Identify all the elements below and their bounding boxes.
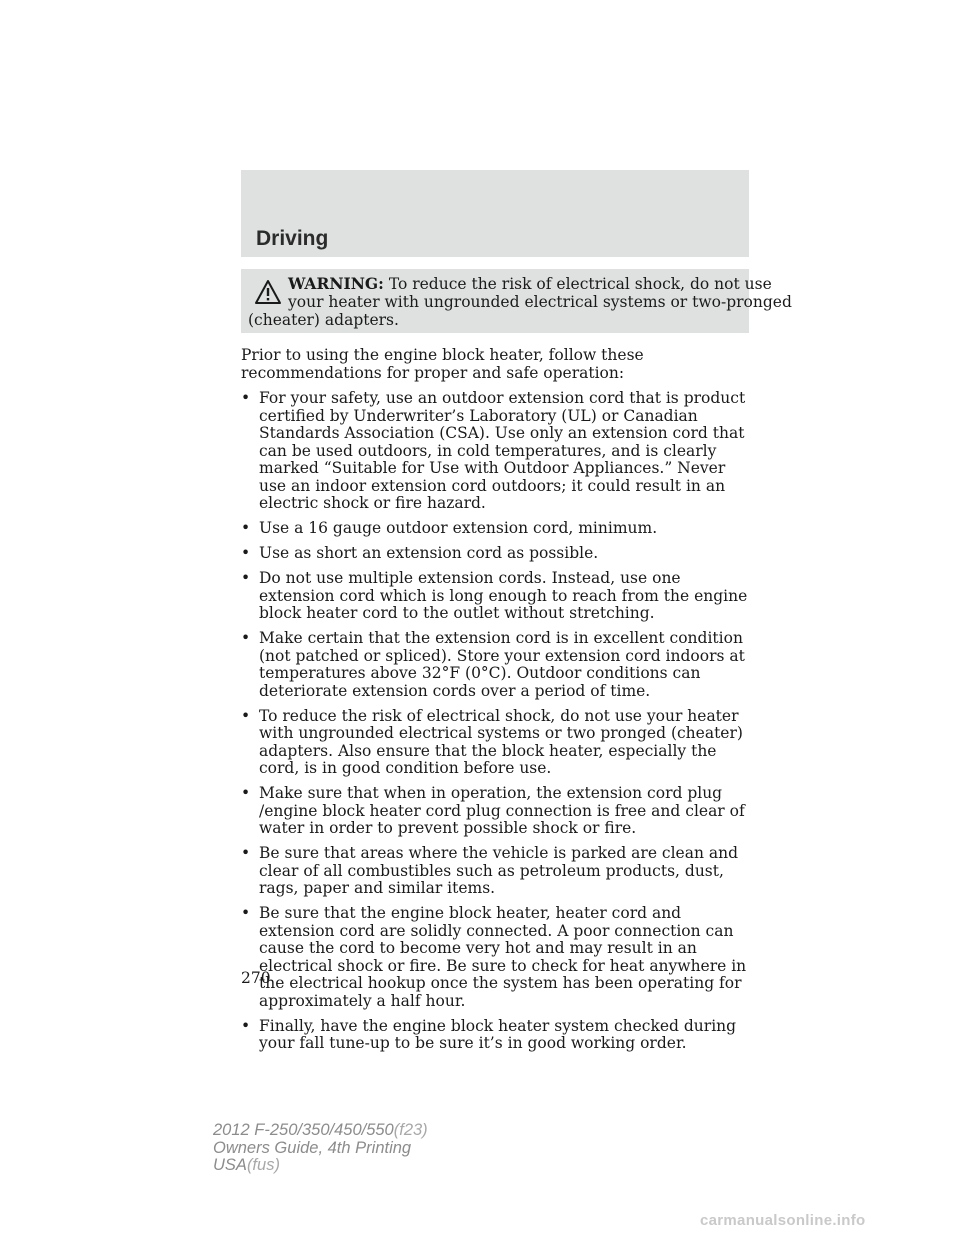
bullet-icon: •: [241, 389, 251, 407]
footer-market-code: (fus): [246, 1156, 280, 1174]
list-item: [241, 905, 756, 1010]
list-item-text: Make sure that when in operation, the extension cord plug /engine block heater cord plug connection is free and clear of water in order to prevent possible shock or fire.: [259, 784, 745, 837]
warning-line-1: [248, 274, 772, 293]
bullet-icon: •: [241, 544, 251, 562]
list-item: [241, 1018, 756, 1053]
bullet-icon: •: [241, 844, 251, 862]
body-text: [241, 347, 756, 1060]
list-item: [241, 708, 756, 778]
list-item-text: Make certain that the extension cord is in excellent condition (not patched or spliced). Store your extension cord indoors at temperatures above 32°F (0°C). Outdoor conditions can deteriorate extension cords over a period of time.: [259, 629, 745, 700]
bullet-icon: •: [241, 784, 251, 802]
list-item-text: Use a 16 gauge outdoor extension cord, minimum.: [259, 519, 658, 537]
list-item-text: To reduce the risk of electrical shock, do not use your heater with ungrounded electrical systems or two pronged (cheater) adapters. Also ensure that the block heater, especially the cord, is in good condition before use.: [259, 706, 743, 777]
list-item-text: For your safety, use an outdoor extension cord that is product certified by Underwriter’s Laboratory (UL) or Canadian Standards Association (CSA). Use only an extension cord that can be used outdoors, in cold temperatures, and is clearly marked “Suitable for Use with Outdoor Appliances.” Never use an indoor extension cord outdoors; it could result in an electric shock or fire hazard.: [259, 389, 746, 512]
warning-title: WARNING:: [288, 274, 384, 293]
footer-line-1: [213, 1122, 428, 1140]
footer-print-info: [213, 1122, 428, 1175]
footer-line-3: [213, 1157, 428, 1175]
list-item-text: Be sure that the engine block heater, heater cord and extension cord are solidly connected. A poor connection can cause the cord to become very hot and may result in an electrical shock or fire. Be sure to check for heat anywhere in the electrical hookup once the system has been operating for approximately a half hour.: [259, 904, 747, 1010]
list-item-text: Use as short an extension cord as possible.: [259, 544, 599, 562]
list-item: [241, 570, 756, 623]
bullet-icon: •: [241, 1016, 251, 1035]
warning-line-2: your heater with ungrounded electrical systems or two-pronged: [288, 293, 792, 311]
warning-text-1: To reduce the risk of electrical shock, do not use: [388, 275, 772, 293]
list-item-text: Finally, have the engine block heater system checked during your fall tune-up to be sure it’s in good working order.: [259, 1016, 737, 1052]
list-item: [241, 390, 756, 513]
footer-line-2: Owners Guide, 4th Printing: [213, 1138, 412, 1157]
footer-model: 2012 F-250/350/450/550: [213, 1121, 394, 1139]
section-title: Driving: [256, 227, 329, 250]
list-item-text: Do not use multiple extension cords. Instead, use one extension cord which is long enough to reach from the engine block heater cord to the outlet without stretching.: [259, 569, 748, 622]
list-item-text: Be sure that areas where the vehicle is parked are clean and clear of all combustibles such as petroleum products, dust, rags, paper and similar items.: [259, 844, 739, 897]
bullet-icon: •: [241, 519, 251, 537]
warning-triangle-icon: [254, 279, 282, 305]
bullet-icon: •: [241, 569, 251, 587]
footer-market: USA: [213, 1156, 247, 1174]
page-number: 270: [241, 969, 271, 987]
list-item: [241, 845, 756, 898]
bullet-icon: •: [241, 629, 251, 647]
recommendation-list: [241, 390, 756, 1053]
list-item: [241, 520, 756, 538]
list-item: [241, 545, 756, 563]
bullet-icon: •: [241, 706, 251, 725]
warning-line-3: (cheater) adapters.: [248, 311, 399, 329]
footer-model-code: (f23): [393, 1121, 428, 1139]
section-header-band: [241, 170, 749, 257]
watermark: carmanualsonline.info: [700, 1212, 866, 1229]
list-item: [241, 785, 756, 838]
bullet-icon: •: [241, 904, 251, 922]
list-item: [241, 630, 756, 700]
warning-box: [241, 269, 792, 333]
intro-paragraph: Prior to using the engine block heater, follow these recommendations for proper and safe operation:: [241, 346, 644, 382]
